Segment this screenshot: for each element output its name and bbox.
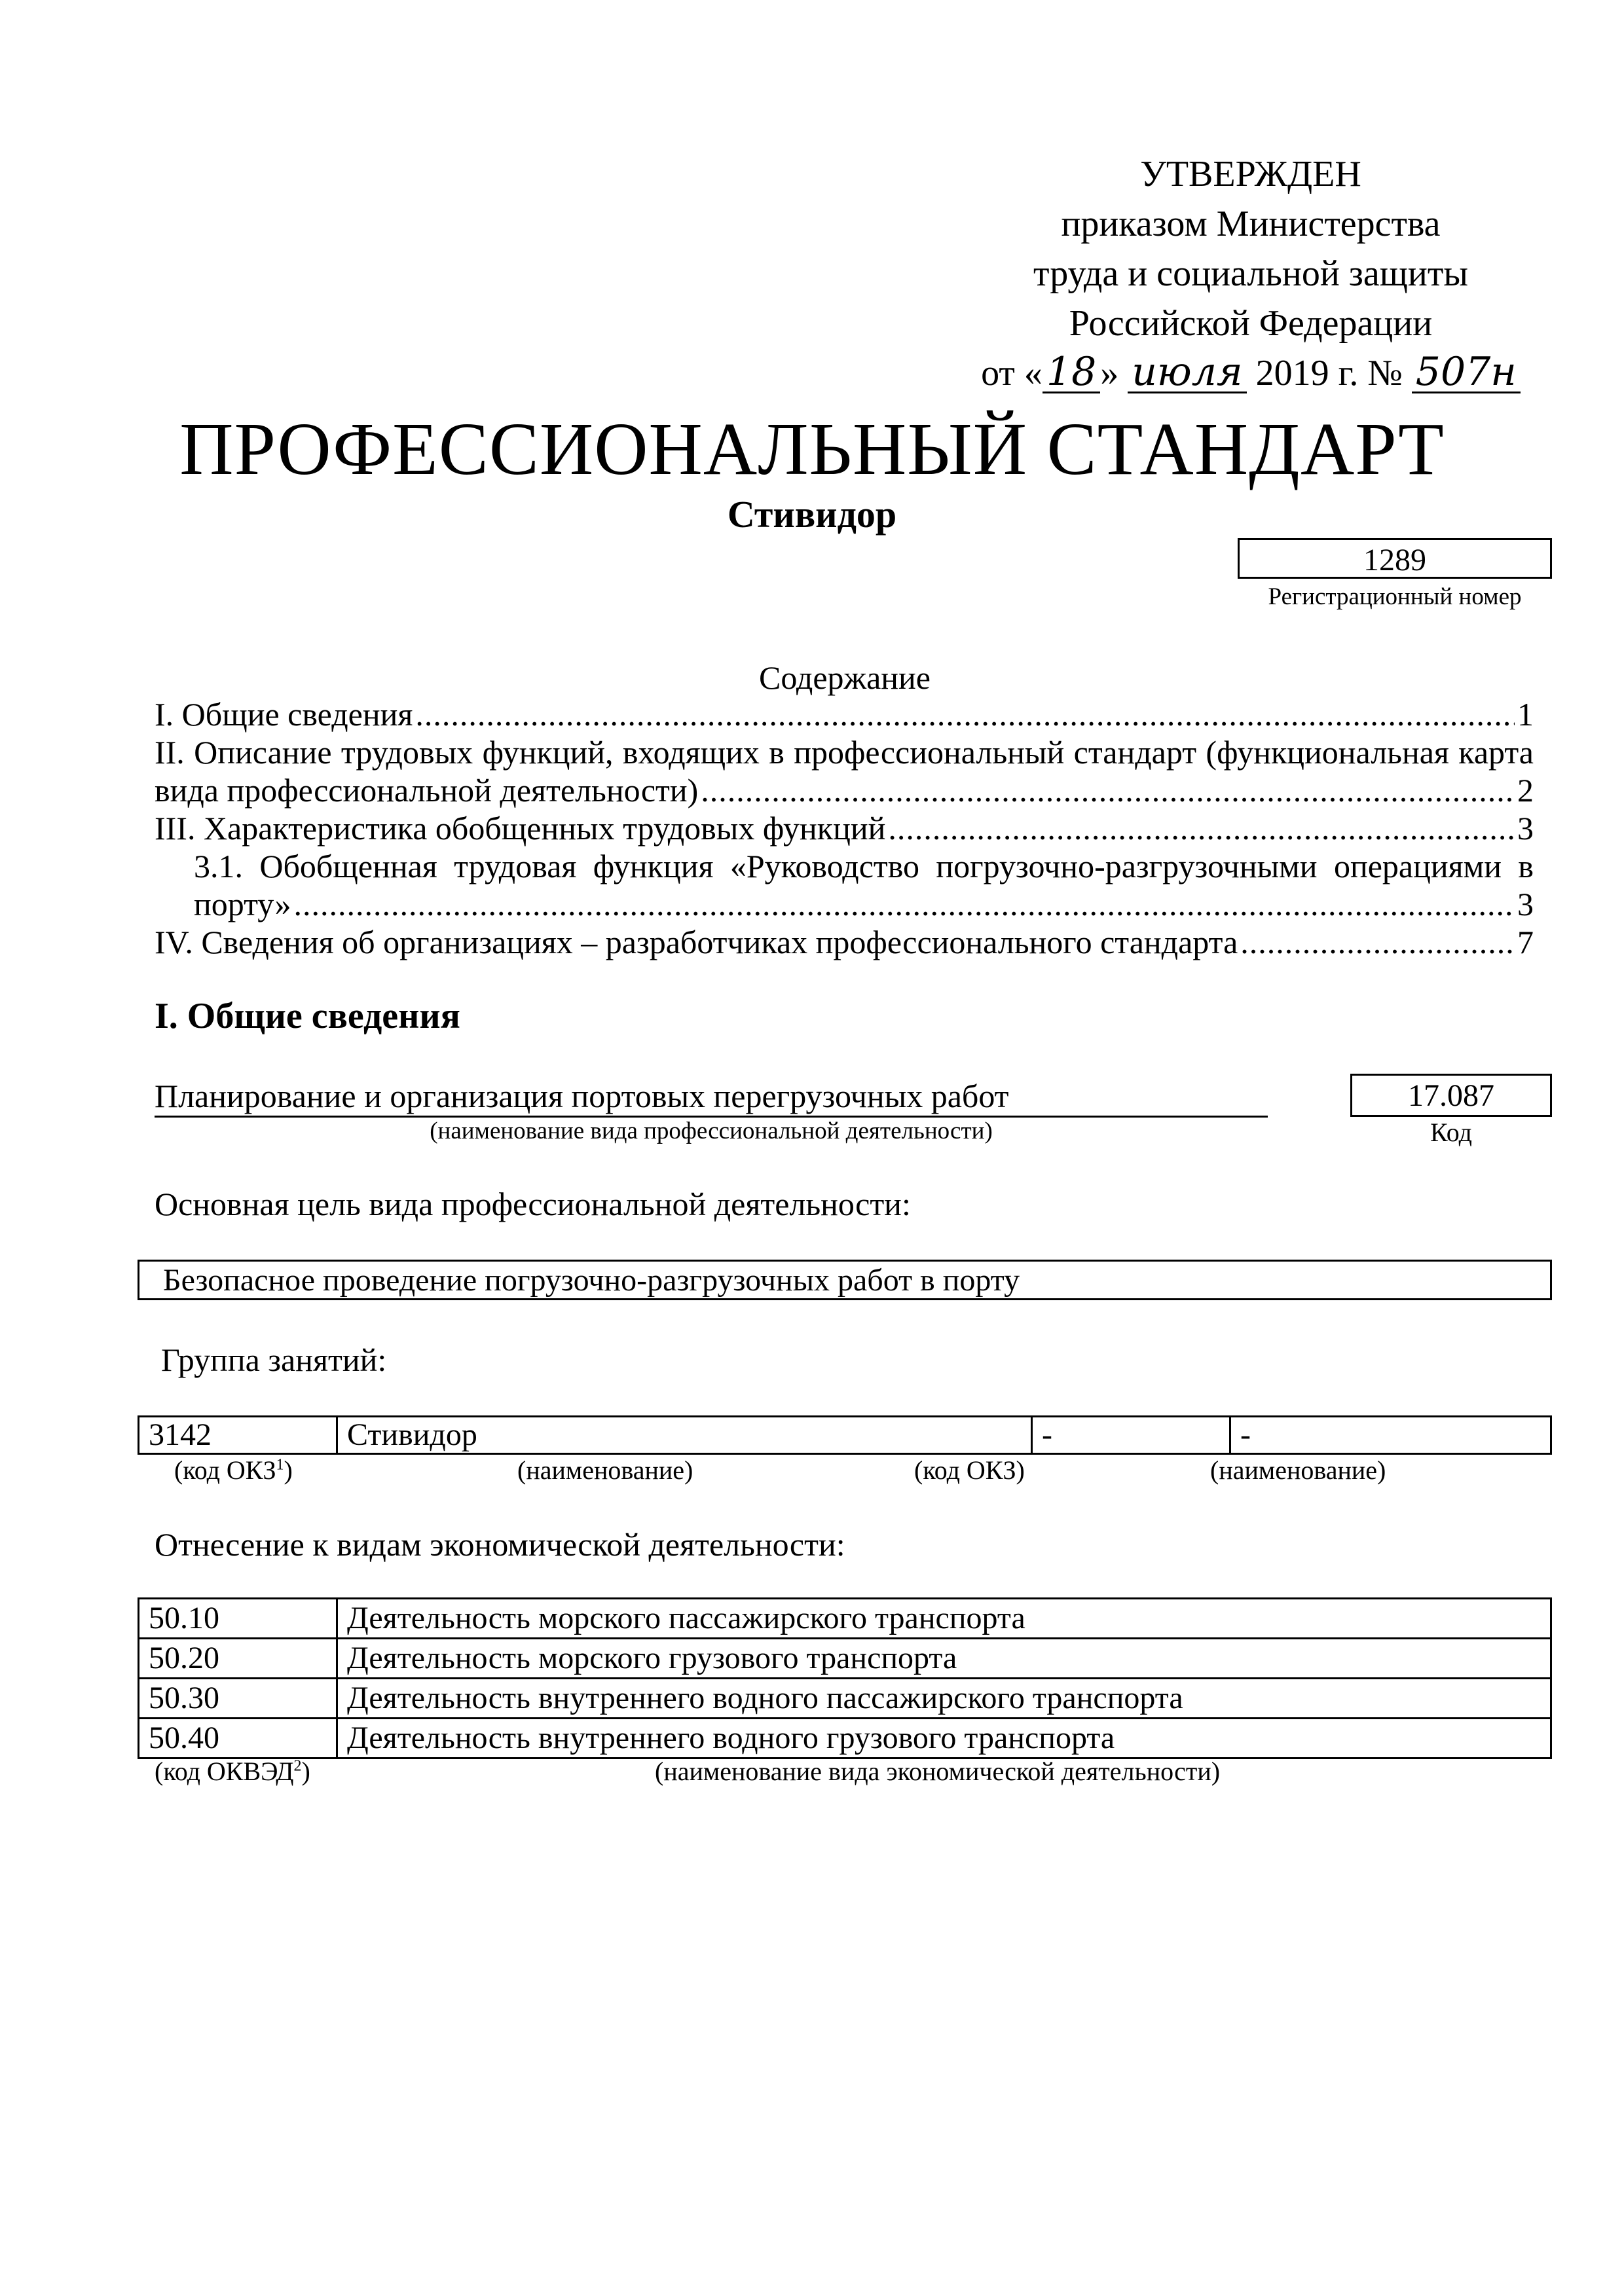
toc-item-text: порту»	[194, 886, 291, 922]
table-of-contents	[155, 695, 1534, 961]
toc-item[interactable]	[155, 809, 1534, 847]
toc-item-line[interactable]: 3.1. Обобщенная трудовая функция «Руководство погрузочно-разгрузочными операциями в	[194, 848, 1534, 884]
okz-code-cell: 3142	[139, 1417, 337, 1454]
toc-item-text: IV. Сведения об организациях – разработчиках профессионального стандарта	[155, 924, 1238, 960]
okved-name-cell: Деятельность морского пассажирского транспорта	[337, 1599, 1551, 1639]
date-year: 2019 г. №	[1255, 353, 1403, 393]
okz-name2-caption: (наименование)	[1210, 1455, 1386, 1485]
goal-box: Безопасное проведение погрузочно-разгрузочных работ в порту	[138, 1260, 1552, 1300]
date-prefix: от «	[981, 353, 1043, 393]
okz-name-cell: Стивидор	[337, 1417, 1032, 1454]
toc-item-page: 3	[1517, 886, 1534, 922]
approval-date-line	[943, 348, 1559, 398]
approval-line-4: Российской Федерации	[1069, 303, 1433, 344]
document-subtitle: Стивидор	[727, 493, 897, 536]
handwritten-day: 18	[1043, 352, 1100, 393]
activity-name: Планирование и организация портовых перегрузочных работ	[155, 1076, 1268, 1118]
toc-item-page: 1	[1517, 696, 1534, 733]
okved-name-caption: (наименование вида экономической деятельности)	[655, 1757, 1221, 1786]
registration-number-box: 1289	[1238, 538, 1552, 579]
okved-code-caption: (код ОКВЭД$^2$)	[155, 1757, 310, 1786]
okz-code2-caption: (код ОКЗ)	[914, 1455, 1025, 1485]
toc-item[interactable]	[155, 923, 1534, 961]
table-row	[139, 1719, 1551, 1758]
approval-line-1: УТВЕРЖДЕН	[1140, 154, 1361, 194]
okz-name-caption: (наименование)	[517, 1455, 693, 1485]
table-row	[139, 1599, 1551, 1639]
occupation-group-table	[138, 1415, 1552, 1455]
toc-item-text: I. Общие сведения	[155, 696, 413, 733]
handwritten-month: июля	[1128, 352, 1246, 393]
approval-line-3: труда и социальной защиты	[1033, 253, 1468, 294]
approval-line-2: приказом Министерства	[1061, 204, 1441, 244]
okved-code-cell: 50.30	[139, 1679, 337, 1719]
handwritten-order-number: 507н	[1412, 352, 1521, 393]
table-row	[139, 1639, 1551, 1679]
table-row	[139, 1417, 1551, 1454]
okz-name2-cell: -	[1230, 1417, 1551, 1454]
activity-code-box: 17.087	[1350, 1074, 1552, 1117]
approval-block	[943, 149, 1559, 398]
okved-name-cell: Деятельность морского грузового транспорта	[337, 1639, 1551, 1679]
okz-code-caption: (код ОКЗ$^1$)	[174, 1455, 293, 1485]
toc-item-text: III. Характеристика обобщенных трудовых функций	[155, 810, 886, 847]
econ-heading: Отнесение к видам экономической деятельности:	[155, 1526, 845, 1563]
toc-item[interactable]	[155, 771, 1534, 809]
okved-name-cell: Деятельность внутреннего водного грузового транспорта	[337, 1719, 1551, 1758]
document-title: ПРОФЕССИОНАЛЬНЫЙ СТАНДАРТ	[179, 407, 1445, 490]
goal-heading: Основная цель вида профессиональной деятельности:	[155, 1186, 911, 1222]
toc-heading: Содержание	[759, 659, 931, 696]
toc-item-page: 3	[1517, 810, 1534, 847]
registration-number-label: Регистрационный номер	[1268, 583, 1522, 610]
okved-code-cell: 50.10	[139, 1599, 337, 1639]
group-heading: Группа занятий:	[161, 1341, 387, 1378]
okz-code2-cell: -	[1032, 1417, 1230, 1454]
okved-name-cell: Деятельность внутреннего водного пассажирского транспорта	[337, 1679, 1551, 1719]
toc-item[interactable]	[155, 695, 1534, 733]
toc-item-line[interactable]: II. Описание трудовых функций, входящих в профессиональный стандарт (функциональная карта	[155, 734, 1534, 771]
toc-item-page: 7	[1517, 924, 1534, 960]
okved-code-cell: 50.40	[139, 1719, 337, 1758]
okved-code-cell: 50.20	[139, 1639, 337, 1679]
activity-caption: (наименование вида профессиональной деятельности)	[430, 1118, 993, 1144]
table-row	[139, 1679, 1551, 1719]
date-mid: »	[1100, 353, 1119, 393]
economic-activity-table	[138, 1597, 1552, 1759]
section-heading: I. Общие сведения	[155, 996, 460, 1036]
toc-item-text: вида профессиональной деятельности)	[155, 772, 699, 809]
activity-code-caption: Код	[1430, 1118, 1472, 1147]
toc-item-page: 2	[1517, 772, 1534, 809]
toc-item[interactable]	[155, 885, 1534, 923]
